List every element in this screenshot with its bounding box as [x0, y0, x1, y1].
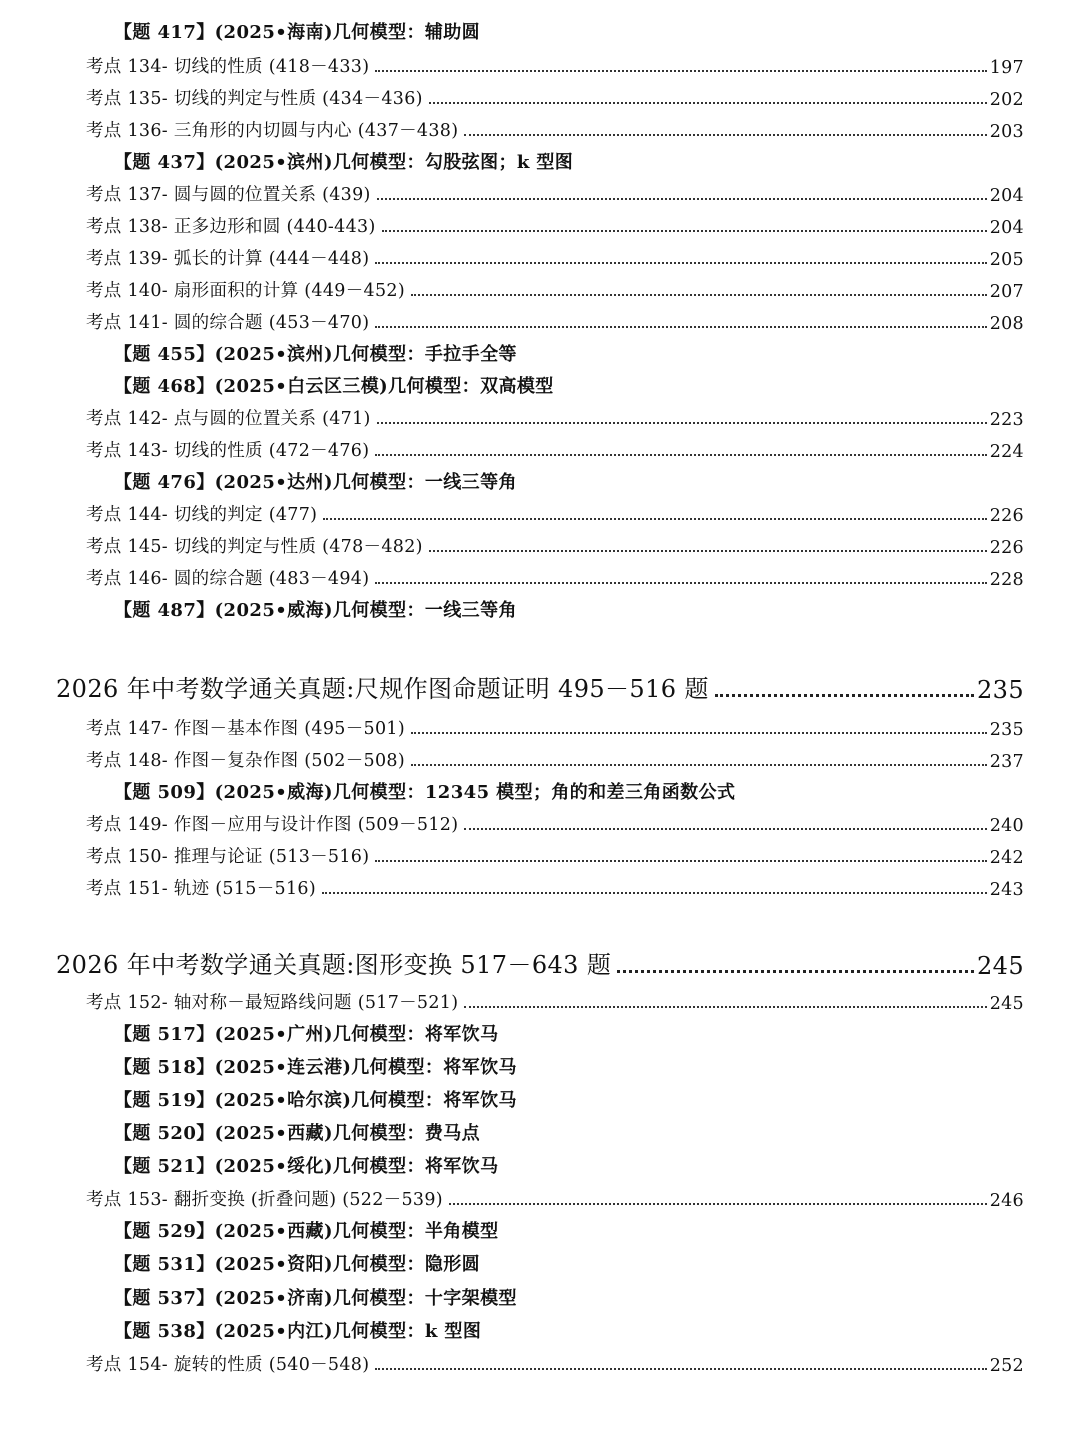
toc-entry-kaodian[interactable]: [86, 400, 1024, 430]
toc-entry-title: 考点 140- 扇形面积的计算 (449－452): [86, 281, 405, 301]
toc-entry-title: 考点 147- 作图－基本作图 (495－501): [86, 719, 405, 739]
toc-entry-kaodian[interactable]: [86, 984, 1024, 1014]
toc-entry-example[interactable]: [114, 1115, 1014, 1145]
toc-page-number: 207: [989, 282, 1024, 302]
toc-entry-kaodian[interactable]: [86, 432, 1024, 462]
toc-entry-kaodian[interactable]: [86, 208, 1024, 238]
toc-entry-example[interactable]: [114, 1148, 1014, 1178]
dot-leader: [617, 970, 974, 973]
toc-entry-title: 【题 521】(2025•绥化)几何模型：将军饮马: [114, 1156, 499, 1177]
dot-leader: [411, 732, 987, 734]
toc-page-number: 252: [989, 1356, 1024, 1376]
toc-entry-kaodian[interactable]: [86, 528, 1024, 558]
toc-page-number: 197: [989, 58, 1024, 78]
toc-entry-title: 考点 153- 翻折变换 (折叠问题) (522－539): [86, 1190, 443, 1210]
toc-page-number: 240: [989, 816, 1024, 836]
dot-leader: [377, 198, 987, 200]
toc-entry-example[interactable]: [114, 1082, 1014, 1112]
dot-leader: [449, 1203, 987, 1205]
toc-entry-kaodian[interactable]: [86, 48, 1024, 78]
toc-entry-title: 考点 136- 三角形的内切圆与内心 (437－438): [86, 121, 459, 141]
toc-page-number: 223: [989, 410, 1024, 430]
toc-page-number: 245: [976, 952, 1024, 980]
toc-entry-title: 考点 142- 点与圆的位置关系 (471): [86, 409, 371, 429]
toc-page-number: 242: [989, 848, 1024, 868]
toc-entry-title: 【题 437】(2025•滨州)几何模型：勾股弦图；k 型图: [114, 152, 574, 173]
dot-leader: [375, 582, 986, 584]
toc-entry-kaodian[interactable]: [86, 742, 1024, 772]
dot-leader: [375, 70, 986, 72]
toc-page-number: 235: [989, 720, 1024, 740]
toc-entry-kaodian[interactable]: [86, 710, 1024, 740]
toc-entry-kaodian[interactable]: [86, 560, 1024, 590]
toc-page-number: 202: [989, 90, 1024, 110]
toc-entry-title: 考点 141- 圆的综合题 (453－470): [86, 313, 370, 333]
toc-entry-title: 【题 517】(2025•广州)几何模型：将军饮马: [114, 1024, 499, 1045]
dot-leader: [715, 694, 974, 697]
toc-entry-example[interactable]: [114, 144, 1014, 174]
toc-entry-title: 考点 151- 轨迹 (515－516): [86, 879, 316, 899]
toc-entry-title: 考点 150- 推理与论证 (513－516): [86, 847, 370, 867]
toc-entry-example[interactable]: [114, 592, 1014, 622]
toc-entry-kaodian[interactable]: [86, 806, 1024, 836]
toc-entry-example[interactable]: [114, 1280, 1014, 1310]
toc-entry-title: 2026 年中考数学通关真题:尺规作图命题证明 495－516 题: [56, 675, 709, 703]
toc-entry-title: 考点 139- 弧长的计算 (444－448): [86, 249, 370, 269]
toc-entry-title: 【题 529】(2025•西藏)几何模型：半角模型: [114, 1221, 499, 1242]
dot-leader: [464, 828, 986, 830]
toc-entry-example[interactable]: [114, 1313, 1014, 1343]
toc-page-number: 226: [989, 538, 1024, 558]
dot-leader: [377, 422, 987, 424]
toc-entry-kaodian[interactable]: [86, 870, 1024, 900]
toc-entry-example[interactable]: [114, 1049, 1014, 1079]
toc-page-number: 203: [989, 122, 1024, 142]
toc-entry-example[interactable]: [114, 14, 1014, 44]
toc-entry-example[interactable]: [114, 1213, 1014, 1243]
toc-entry-title: 【题 520】(2025•西藏)几何模型：费马点: [114, 1123, 481, 1144]
toc-page-number: 235: [976, 676, 1024, 704]
toc-page-number: 245: [989, 994, 1024, 1014]
toc-page-number: 204: [989, 186, 1024, 206]
toc-page-number: 246: [989, 1191, 1024, 1211]
toc-entry-title: 【题 531】(2025•资阳)几何模型：隐形圆: [114, 1254, 481, 1275]
dot-leader: [375, 1368, 986, 1370]
toc-entry-kaodian[interactable]: [86, 496, 1024, 526]
toc-entry-title: 【题 455】(2025•滨州)几何模型：手拉手全等: [114, 344, 517, 365]
toc-entry-title: 考点 148- 作图－复杂作图 (502－508): [86, 751, 405, 771]
dot-leader: [411, 294, 987, 296]
toc-entry-title: 【题 537】(2025•济南)几何模型：十字架模型: [114, 1288, 517, 1309]
toc-entry-kaodian[interactable]: [86, 80, 1024, 110]
toc-entry-title: 考点 143- 切线的性质 (472－476): [86, 441, 370, 461]
toc-entry-example[interactable]: [114, 368, 1014, 398]
toc-entry-kaodian[interactable]: [86, 240, 1024, 270]
dot-leader: [411, 764, 987, 766]
dot-leader: [382, 230, 987, 232]
toc-entry-title: 【题 417】(2025•海南)几何模型：辅助圆: [114, 22, 481, 43]
toc-entry-title: 【题 538】(2025•内江)几何模型：k 型图: [114, 1321, 482, 1342]
toc-entry-title: 考点 149- 作图－应用与设计作图 (509－512): [86, 815, 459, 835]
toc-page-number: 228: [989, 570, 1024, 590]
toc-entry-title: 考点 152- 轴对称－最短路线问题 (517－521): [86, 993, 459, 1013]
dot-leader: [375, 326, 986, 328]
toc-entry-title: 【题 476】(2025•达州)几何模型：一线三等角: [114, 472, 517, 493]
dot-leader: [323, 518, 986, 520]
toc-entry-title: 2026 年中考数学通关真题:图形变换 517－643 题: [56, 951, 612, 979]
toc-entry-title: 考点 134- 切线的性质 (418－433): [86, 57, 370, 77]
toc-entry-kaodian[interactable]: [86, 1346, 1024, 1376]
toc-entry-example[interactable]: [114, 336, 1014, 366]
toc-entry-title: 【题 487】(2025•威海)几何模型：一线三等角: [114, 600, 517, 621]
toc-page-number: 205: [989, 250, 1024, 270]
toc-entry-title: 【题 468】(2025•白云区三模)几何模型：双高模型: [114, 376, 554, 397]
toc-page-number: 224: [989, 442, 1024, 462]
toc-entry-title: 考点 146- 圆的综合题 (483－494): [86, 569, 370, 589]
toc-page-number: 243: [989, 880, 1024, 900]
toc-entry-kaodian[interactable]: [86, 272, 1024, 302]
toc-chapter-heading[interactable]: [56, 944, 1024, 980]
toc-entry-title: 考点 145- 切线的判定与性质 (478－482): [86, 537, 423, 557]
toc-page-number: 208: [989, 314, 1024, 334]
toc-entry-title: 【题 519】(2025•哈尔滨)几何模型：将军饮马: [114, 1090, 517, 1111]
dot-leader: [375, 454, 986, 456]
dot-leader: [464, 1006, 986, 1008]
toc-entry-kaodian[interactable]: [86, 838, 1024, 868]
dot-leader: [429, 550, 987, 552]
toc-entry-example[interactable]: [114, 774, 1014, 804]
toc-page-number: 226: [989, 506, 1024, 526]
toc-entry-kaodian[interactable]: [86, 304, 1024, 334]
toc-entry-title: 考点 144- 切线的判定 (477): [86, 505, 318, 525]
dot-leader: [322, 892, 987, 894]
toc-entry-title: 【题 518】(2025•连云港)几何模型：将军饮马: [114, 1057, 517, 1078]
toc-page-number: 237: [989, 752, 1024, 772]
dot-leader: [464, 134, 986, 136]
toc-chapter-heading[interactable]: [56, 668, 1024, 704]
toc-entry-title: 【题 509】(2025•威海)几何模型：12345 模型；角的和差三角函数公式: [114, 782, 736, 803]
toc-entry-example[interactable]: [114, 464, 1014, 494]
dot-leader: [375, 860, 986, 862]
toc-entry-title: 考点 137- 圆与圆的位置关系 (439): [86, 185, 371, 205]
toc-entry-title: 考点 135- 切线的判定与性质 (434－436): [86, 89, 423, 109]
toc-entry-title: 考点 154- 旋转的性质 (540－548): [86, 1355, 370, 1375]
toc-entry-kaodian[interactable]: [86, 1181, 1024, 1211]
dot-leader: [375, 262, 986, 264]
toc-entry-kaodian[interactable]: [86, 176, 1024, 206]
toc-entry-example[interactable]: [114, 1016, 1014, 1046]
toc-entry-example[interactable]: [114, 1246, 1014, 1276]
toc-page-number: 204: [989, 218, 1024, 238]
toc-entry-title: 考点 138- 正多边形和圆 (440-443): [86, 217, 376, 237]
dot-leader: [429, 102, 987, 104]
toc-entry-kaodian[interactable]: [86, 112, 1024, 142]
